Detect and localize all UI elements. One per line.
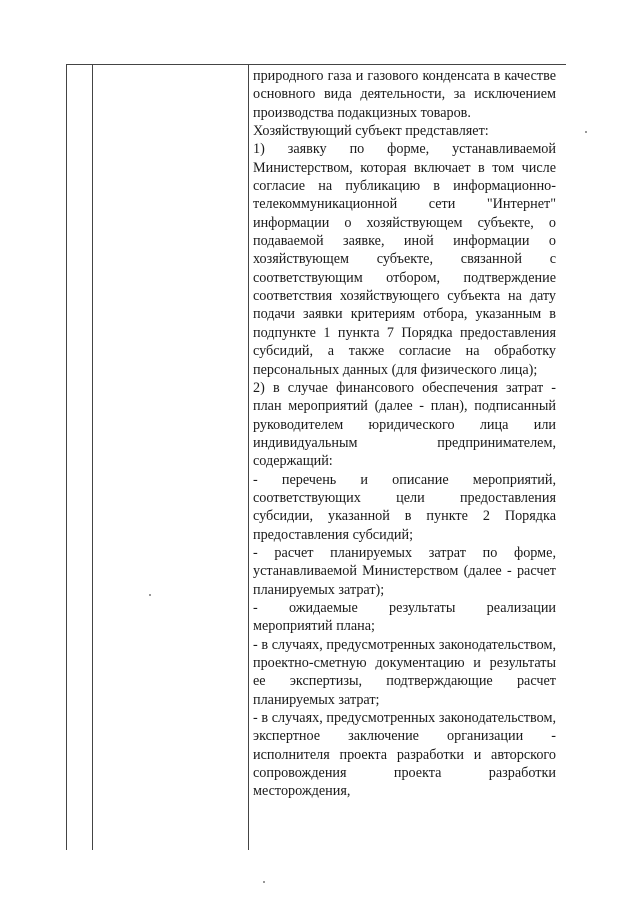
table-column-divider-1 — [92, 64, 93, 850]
table-column-divider-2 — [248, 64, 249, 850]
scan-speck — [263, 881, 265, 883]
paragraph-item-2: 2) в случае финансового обеспечения затрат - план мероприятий (далее - план), подписанный руководителем юридического лица или индивидуальным предпринимателем, содержащий: — [253, 379, 556, 470]
table-left-border — [66, 64, 67, 850]
paragraph-bullet-1: - перечень и описание мероприятий, соответствующих цели предоставления субсидии, указанной в пункте 2 Порядка предоставления субсидий; — [253, 471, 556, 543]
paragraph-bullet-3: - ожидаемые результаты реализации мероприятий плана; — [253, 599, 556, 635]
table-text-cell — [253, 67, 556, 801]
paragraph-intro: Хозяйствующий субъект представляет: — [253, 123, 489, 140]
paragraph-bullet-4: - в случаях, предусмотренных законодательством, проектно-сметную документацию и результаты ее экспертизы, подтверждающие расчет планируемых затрат; — [253, 636, 556, 708]
scan-speck — [149, 594, 151, 596]
table-top-border — [66, 64, 566, 65]
scan-speck — [585, 131, 587, 133]
paragraph-continuation: природного газа и газового конденсата в качестве основного вида деятельности, за исключением производства подакцизных товаров. — [253, 68, 556, 121]
paragraph-bullet-5: - в случаях, предусмотренных законодательством, экспертное заключение организации - исполнителя проекта разработки и авторского сопровождения проекта разработки месторождения, — [253, 710, 556, 800]
paragraph-bullet-2: - расчет планируемых затрат по форме, устанавливаемой Министерством (далее - расчет планируемых затрат); — [253, 544, 556, 598]
paragraph-item-1: 1) заявку по форме, устанавливаемой Министерством, которая включает в том числе согласие на публикацию в информационно-телекоммуникационной сети "Интернет" информации о хозяйствующем субъекте, о подаваемой заявке, иной информации о хозяйствующем субъекте, связанной с соответствующим отбором, подтверждение соответствия хозяйствующего субъекта на дату подачи заявки критериям отбора, указанным в подпункте 1 пункта 7 Порядка предоставления субсидий, а также согласие на обработку персональных данных (для физического лица); — [253, 141, 556, 378]
